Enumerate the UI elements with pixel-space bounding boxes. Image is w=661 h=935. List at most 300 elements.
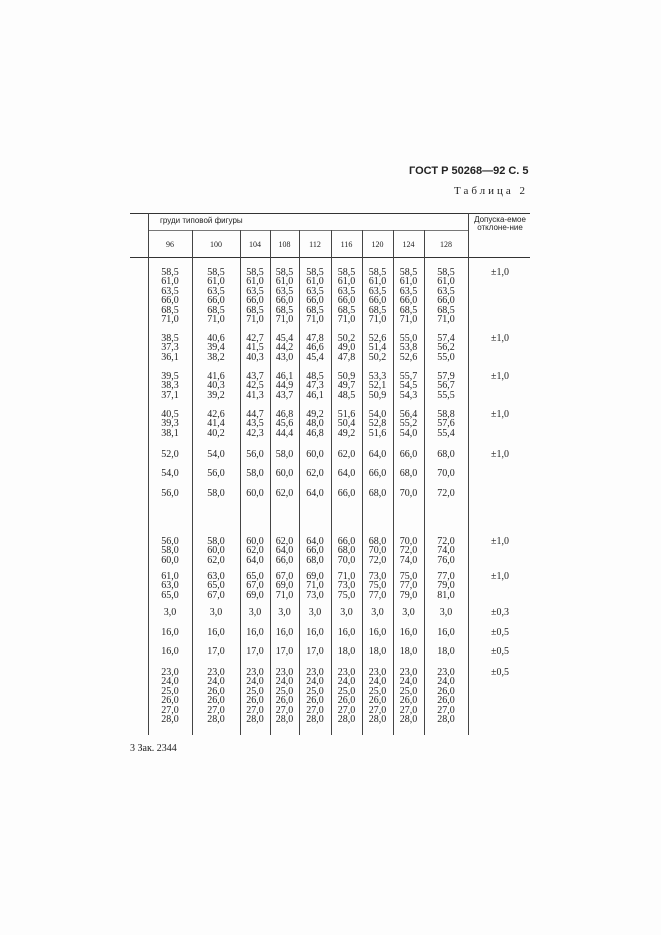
cell-value: 62,0 xyxy=(246,545,264,557)
cell-value: 47,3 xyxy=(306,380,324,392)
cell-value: 3,0 xyxy=(340,607,353,618)
cell-value: 73,0 xyxy=(368,571,387,582)
cell-value: 27,0 xyxy=(368,704,387,716)
table-cell xyxy=(148,450,192,459)
cell-value: 38,1 xyxy=(161,427,179,439)
tolerance-cell: ±1,0 xyxy=(491,371,509,382)
cell-value: 25,0 xyxy=(399,685,418,697)
cell-value: 26,0 xyxy=(161,695,179,707)
cell-value: 16,0 xyxy=(368,627,387,638)
table-cell xyxy=(424,668,468,724)
cell-value: 57,4 xyxy=(437,333,455,344)
column-header: 108 xyxy=(278,240,291,249)
table-cell xyxy=(299,410,331,438)
cell-value: 62,0 xyxy=(337,449,356,460)
table-cell xyxy=(331,372,362,400)
cell-value: 64,0 xyxy=(368,449,387,460)
cell-value: 39,4 xyxy=(207,342,225,354)
cell-value: 50,4 xyxy=(337,418,356,430)
cell-value: 56,0 xyxy=(207,468,225,479)
cell-value: 68,0 xyxy=(368,488,387,499)
table-cell xyxy=(148,668,192,724)
table-cell xyxy=(331,537,362,565)
cell-value: 68,5 xyxy=(246,304,264,316)
cell-value: 58,0 xyxy=(246,468,264,479)
cell-value: 38,2 xyxy=(207,351,225,363)
cell-value: 55,0 xyxy=(399,333,418,344)
cell-value: 24,0 xyxy=(368,676,387,688)
table-cell xyxy=(148,489,192,498)
cell-value: 65,0 xyxy=(161,589,179,601)
cell-value: 67,0 xyxy=(246,580,264,592)
cell-value: 52,0 xyxy=(161,449,179,460)
cell-value: 61,0 xyxy=(306,276,324,288)
table-cell xyxy=(362,410,393,438)
table-cell xyxy=(240,450,270,459)
table-cell xyxy=(240,668,270,724)
cell-value: 17,0 xyxy=(275,646,294,657)
cell-value: 46,6 xyxy=(306,342,324,354)
cell-value: 42,7 xyxy=(246,333,264,344)
cell-value: 58,0 xyxy=(207,536,225,547)
cell-value: 63,5 xyxy=(246,285,264,297)
cell-value: 72,0 xyxy=(437,536,455,547)
table-cell xyxy=(240,489,270,498)
cell-value: 51,6 xyxy=(368,427,387,439)
cell-value: 58,0 xyxy=(161,545,179,557)
cell-value: 36,1 xyxy=(161,351,179,363)
cell-value: 16,0 xyxy=(275,627,294,638)
cell-value: 23,0 xyxy=(161,667,179,678)
cell-value: 53,3 xyxy=(368,371,387,382)
cell-value: 69,0 xyxy=(246,589,264,601)
cell-value: 54,0 xyxy=(368,409,387,420)
cell-value: 25,0 xyxy=(337,685,356,697)
table-cell xyxy=(299,469,331,478)
tolerance-cell: ±1,0 xyxy=(491,449,509,460)
table-cell xyxy=(393,469,424,478)
table-cell xyxy=(424,628,468,637)
table-cell xyxy=(148,608,192,617)
cell-value: 46,8 xyxy=(306,427,324,439)
table-cell xyxy=(240,608,270,617)
table-cell xyxy=(192,628,240,637)
cell-value: 3,0 xyxy=(209,607,223,618)
cell-value: 62,0 xyxy=(275,536,294,547)
cell-value: 79,0 xyxy=(437,580,455,592)
cell-value: 60,0 xyxy=(207,545,225,557)
cell-value: 38,3 xyxy=(161,380,179,392)
table-cell xyxy=(331,410,362,438)
table-cell xyxy=(424,608,468,617)
cell-value: 46,8 xyxy=(275,409,294,420)
column-header: 96 xyxy=(166,240,174,249)
cell-value: 53,8 xyxy=(399,342,418,354)
cell-value: 58,0 xyxy=(207,488,225,499)
cell-value: 52,6 xyxy=(399,351,418,363)
cell-value: 52,8 xyxy=(368,418,387,430)
cell-value: 42,5 xyxy=(246,380,264,392)
cell-value: 18,0 xyxy=(368,646,387,657)
cell-value: 28,0 xyxy=(306,714,324,726)
cell-value: 16,0 xyxy=(399,627,418,638)
cell-value: 72,0 xyxy=(368,554,387,566)
cell-value: 50,2 xyxy=(368,351,387,363)
cell-value: 63,5 xyxy=(368,285,387,297)
cell-value: 58,5 xyxy=(337,267,356,278)
cell-value: 64,0 xyxy=(337,468,356,479)
cell-value: 71,0 xyxy=(368,314,387,326)
cell-value: 24,0 xyxy=(306,676,324,688)
cell-value: 56,7 xyxy=(437,380,455,392)
cell-value: 71,0 xyxy=(161,314,179,326)
cell-value: 79,0 xyxy=(399,589,418,601)
cell-value: 63,5 xyxy=(275,285,294,297)
table-cell xyxy=(393,628,424,637)
cell-value: 68,0 xyxy=(399,468,418,479)
table-cell xyxy=(362,647,393,656)
cell-value: 68,5 xyxy=(437,304,455,316)
cell-value: 54,0 xyxy=(399,427,418,439)
cell-value: 28,0 xyxy=(246,714,264,726)
cell-value: 71,0 xyxy=(337,314,356,326)
cell-value: 61,0 xyxy=(437,276,455,288)
cell-value: 61,0 xyxy=(399,276,418,288)
cell-value: 68,0 xyxy=(306,554,324,566)
cell-value: 27,0 xyxy=(306,704,324,716)
cell-value: 66,0 xyxy=(399,295,418,307)
table-cell xyxy=(299,334,331,362)
table-cell xyxy=(424,647,468,656)
cell-value: 68,5 xyxy=(207,304,225,316)
table-cell xyxy=(393,372,424,400)
cell-value: 17,0 xyxy=(246,646,264,657)
table-cell xyxy=(331,668,362,724)
cell-value: 42,3 xyxy=(246,427,264,439)
table-cell xyxy=(299,572,331,600)
cell-value: 69,0 xyxy=(275,580,294,592)
cell-value: 43,7 xyxy=(246,371,264,382)
cell-value: 45,6 xyxy=(275,418,294,430)
cell-value: 56,0 xyxy=(161,536,179,547)
cell-value: 70,0 xyxy=(337,554,356,566)
cell-value: 66,0 xyxy=(306,545,324,557)
cell-value: 67,0 xyxy=(207,589,225,601)
cell-value: 51,6 xyxy=(337,409,356,420)
table-cell xyxy=(270,334,299,362)
cell-value: 61,0 xyxy=(275,276,294,288)
cell-value: 37,1 xyxy=(161,389,179,401)
table-cell xyxy=(331,647,362,656)
cell-value: 68,0 xyxy=(437,449,455,460)
cell-value: 47,8 xyxy=(337,351,356,363)
table-cell xyxy=(240,572,270,600)
cell-value: 62,0 xyxy=(275,488,294,499)
cell-value: 28,0 xyxy=(437,714,455,726)
cell-value: 16,0 xyxy=(161,627,179,638)
table-cell xyxy=(424,572,468,600)
cell-value: 28,0 xyxy=(275,714,294,726)
cell-value: 71,0 xyxy=(399,314,418,326)
table-cell xyxy=(393,450,424,459)
cell-value: 39,3 xyxy=(161,418,179,430)
cell-value: 27,0 xyxy=(399,704,418,716)
cell-value: 74,0 xyxy=(437,545,455,557)
cell-value: 70,0 xyxy=(399,536,418,547)
cell-value: 27,0 xyxy=(207,704,225,716)
cell-value: 18,0 xyxy=(399,646,418,657)
column-header: 112 xyxy=(309,240,321,249)
cell-value: 37,3 xyxy=(161,342,179,354)
table-cell xyxy=(148,372,192,400)
cell-value: 26,0 xyxy=(437,695,455,707)
table-cell xyxy=(424,450,468,459)
cell-value: 26,0 xyxy=(246,695,264,707)
tolerance-cell: ±1,0 xyxy=(491,409,509,420)
table-cell xyxy=(362,668,393,724)
cell-value: 68,5 xyxy=(399,304,418,316)
table-cell xyxy=(393,334,424,362)
cell-value: 26,0 xyxy=(337,695,356,707)
table-cell xyxy=(192,410,240,438)
cell-value: 61,0 xyxy=(246,276,264,288)
cell-value: 55,5 xyxy=(437,389,455,401)
cell-value: 58,5 xyxy=(275,267,294,278)
cell-value: 26,0 xyxy=(368,695,387,707)
cell-value: 24,0 xyxy=(207,676,225,688)
table-cell xyxy=(270,628,299,637)
table-cell xyxy=(270,608,299,617)
cell-value: 50,9 xyxy=(337,371,356,382)
cell-value: 65,0 xyxy=(246,571,264,582)
cell-value: 66,0 xyxy=(437,295,455,307)
table-cell xyxy=(240,372,270,400)
cell-value: 3,0 xyxy=(402,607,415,618)
table-cell xyxy=(393,489,424,498)
cell-value: 16,0 xyxy=(246,627,264,638)
table-cell xyxy=(148,469,192,478)
cell-value: 42,6 xyxy=(207,409,225,420)
cell-value: 76,0 xyxy=(437,554,455,566)
cell-value: 23,0 xyxy=(337,667,356,678)
table-cell xyxy=(362,450,393,459)
cell-value: 71,0 xyxy=(275,589,294,601)
cell-value: 41,4 xyxy=(207,418,225,430)
tolerance-cell: ±1,0 xyxy=(491,333,509,344)
cell-value: 56,4 xyxy=(399,409,418,420)
cell-value: 39,5 xyxy=(161,371,179,382)
cell-value: 55,4 xyxy=(437,427,455,439)
cell-value: 71,0 xyxy=(337,571,356,582)
cell-value: 75,0 xyxy=(368,580,387,592)
cell-value: 41,3 xyxy=(246,389,264,401)
cell-value: 23,0 xyxy=(399,667,418,678)
cell-value: 56,2 xyxy=(437,342,455,354)
cell-value: 68,5 xyxy=(337,304,356,316)
cell-value: 49,2 xyxy=(337,427,356,439)
cell-value: 74,0 xyxy=(399,554,418,566)
table-cell xyxy=(331,489,362,498)
cell-value: 16,0 xyxy=(337,627,356,638)
cell-value: 16,0 xyxy=(161,646,179,657)
table-cell xyxy=(148,647,192,656)
cell-value: 54,0 xyxy=(161,468,179,479)
cell-value: 28,0 xyxy=(399,714,418,726)
table-cell xyxy=(362,628,393,637)
table-cell xyxy=(270,572,299,600)
cell-value: 25,0 xyxy=(161,685,179,697)
tolerance-cell: ±0,3 xyxy=(491,607,509,618)
cell-value: 28,0 xyxy=(207,714,225,726)
cell-value: 45,4 xyxy=(306,351,324,363)
tolerance-cell: ±0,5 xyxy=(491,646,509,657)
table-cell xyxy=(240,537,270,565)
cell-value: 23,0 xyxy=(246,667,264,678)
cell-value: 58,0 xyxy=(275,449,294,460)
cell-value: 40,6 xyxy=(207,333,225,344)
cell-value: 75,0 xyxy=(337,589,356,601)
cell-value: 50,9 xyxy=(368,389,387,401)
cell-value: 63,5 xyxy=(437,285,455,297)
table-cell xyxy=(362,334,393,362)
table-cell xyxy=(270,489,299,498)
cell-value: 50,2 xyxy=(337,333,356,344)
table-cell xyxy=(192,489,240,498)
cell-value: 18,0 xyxy=(337,646,356,657)
table-cell xyxy=(362,572,393,600)
cell-value: 66,0 xyxy=(399,449,418,460)
cell-value: 77,0 xyxy=(437,571,455,582)
cell-value: 27,0 xyxy=(275,704,294,716)
cell-value: 27,0 xyxy=(437,704,455,716)
cell-value: 63,0 xyxy=(207,571,225,582)
cell-value: 25,0 xyxy=(246,685,264,697)
cell-value: 66,0 xyxy=(368,468,387,479)
table-cell xyxy=(331,572,362,600)
table-cell xyxy=(240,268,270,324)
cell-value: 26,0 xyxy=(207,685,225,697)
cell-value: 41,6 xyxy=(207,371,225,382)
cell-value: 71,0 xyxy=(306,580,324,592)
cell-value: 73,0 xyxy=(337,580,356,592)
table-cell xyxy=(192,268,240,324)
cell-value: 71,0 xyxy=(207,314,225,326)
cell-value: 48,5 xyxy=(306,371,324,382)
cell-value: 40,5 xyxy=(161,409,179,420)
cell-value: 23,0 xyxy=(368,667,387,678)
cell-value: 68,0 xyxy=(368,536,387,547)
cell-value: 44,7 xyxy=(246,409,264,420)
cell-value: 27,0 xyxy=(337,704,356,716)
table-cell xyxy=(270,372,299,400)
cell-value: 26,0 xyxy=(207,695,225,707)
cell-value: 55,2 xyxy=(399,418,418,430)
cell-value: 26,0 xyxy=(399,695,418,707)
cell-value: 58,5 xyxy=(246,267,264,278)
cell-value: 73,0 xyxy=(306,589,324,601)
table-cell xyxy=(393,608,424,617)
table-cell xyxy=(299,268,331,324)
table-cell xyxy=(424,489,468,498)
table-cell xyxy=(331,450,362,459)
cell-value: 27,0 xyxy=(161,704,179,716)
cell-value: 24,0 xyxy=(337,676,356,688)
table-cell xyxy=(270,647,299,656)
cell-value: 44,4 xyxy=(275,427,294,439)
cell-value: 56,0 xyxy=(161,488,179,499)
cell-value: 38,5 xyxy=(161,333,179,344)
table-cell xyxy=(270,537,299,565)
cell-value: 75,0 xyxy=(399,571,418,582)
table-cell xyxy=(424,334,468,362)
cell-value: 63,5 xyxy=(207,285,225,297)
cell-value: 47,8 xyxy=(306,333,324,344)
cell-value: 66,0 xyxy=(275,295,294,307)
cell-value: 63,0 xyxy=(161,580,179,592)
cell-value: 24,0 xyxy=(399,676,418,688)
cell-value: 25,0 xyxy=(306,685,324,697)
cell-value: 54,0 xyxy=(207,449,225,460)
cell-value: 48,0 xyxy=(306,418,324,430)
cell-value: 43,5 xyxy=(246,418,264,430)
table-cell xyxy=(240,628,270,637)
table-cell xyxy=(424,537,468,565)
table-cell xyxy=(270,668,299,724)
tolerance-header: Допуска-емое отклоне-ние xyxy=(474,215,526,232)
cell-value: 71,0 xyxy=(437,314,455,326)
cell-value: 45,4 xyxy=(275,333,294,344)
cell-value: 58,8 xyxy=(437,409,455,420)
cell-value: 61,0 xyxy=(337,276,356,288)
table-cell xyxy=(270,410,299,438)
cell-value: 16,0 xyxy=(207,627,225,638)
cell-value: 71,0 xyxy=(246,314,264,326)
cell-value: 23,0 xyxy=(207,667,225,678)
cell-value: 61,0 xyxy=(368,276,387,288)
cell-value: 28,0 xyxy=(161,714,179,726)
table-cell xyxy=(424,268,468,324)
cell-value: 17,0 xyxy=(306,646,324,657)
cell-value: 64,0 xyxy=(275,545,294,557)
header-bottom-rule xyxy=(130,257,530,258)
cell-value: 64,0 xyxy=(306,488,324,499)
table-cell xyxy=(192,450,240,459)
tolerance-cell: ±0,5 xyxy=(491,667,509,678)
cell-value: 69,0 xyxy=(306,571,324,582)
table-title: Таблица 2 xyxy=(454,185,529,197)
table-cell xyxy=(192,572,240,600)
table-cell xyxy=(148,334,192,362)
cell-value: 58,5 xyxy=(399,267,418,278)
cell-value: 66,0 xyxy=(275,554,294,566)
table-cell xyxy=(240,647,270,656)
cell-value: 66,0 xyxy=(337,488,356,499)
table-cell xyxy=(299,668,331,724)
cell-value: 66,0 xyxy=(306,295,324,307)
cell-value: 52,6 xyxy=(368,333,387,344)
cell-value: 68,0 xyxy=(337,545,356,557)
table-cell xyxy=(240,410,270,438)
cell-value: 65,0 xyxy=(207,580,225,592)
table-cell xyxy=(424,410,468,438)
table-cell xyxy=(331,608,362,617)
cell-value: 55,0 xyxy=(437,351,455,363)
cell-value: 52,1 xyxy=(368,380,387,392)
cell-value: 23,0 xyxy=(275,667,294,678)
table-cell xyxy=(331,469,362,478)
cell-value: 40,3 xyxy=(207,380,225,392)
cell-value: 60,0 xyxy=(246,488,264,499)
